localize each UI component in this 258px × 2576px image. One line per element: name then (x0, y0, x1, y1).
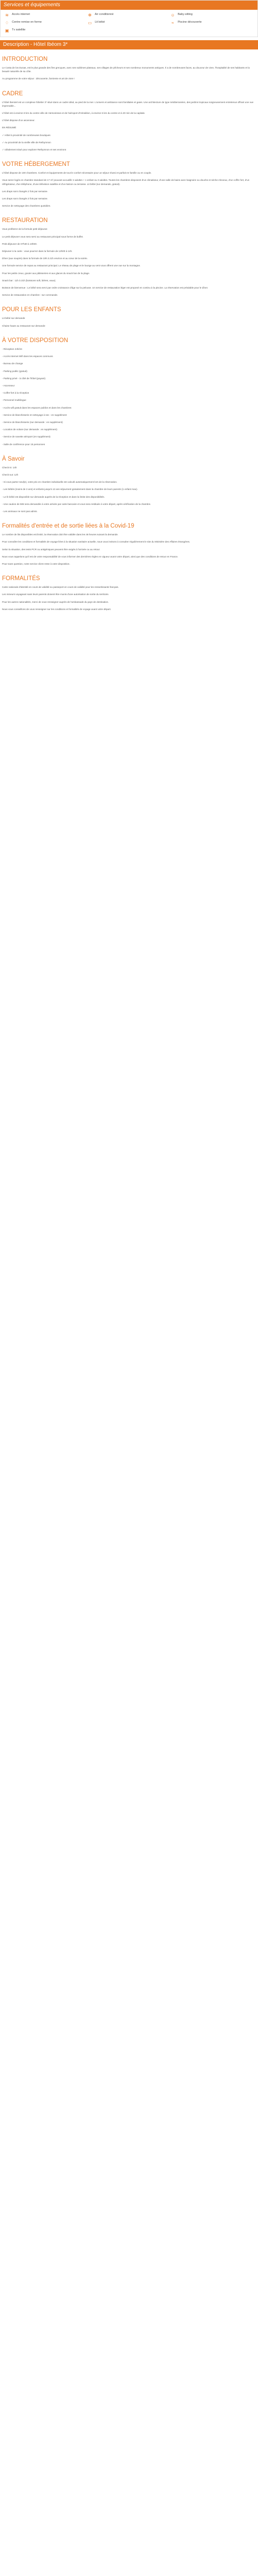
list-item: ✓ Idéalement situé pour explorer Rethymnon et ses environs (2, 148, 67, 151)
paragraph: - Parking public (gratuit) (2, 369, 27, 372)
paragraph: Chaise haute au restaurant sur demande (2, 324, 45, 327)
service-label: Lit bébé (94, 21, 105, 24)
section-title: FORMALITÉS (2, 575, 40, 582)
section-title: RESTAURATION (2, 217, 48, 224)
paragraph: Check-in: 14h (2, 466, 17, 469)
paragraph: - Si vous partez seul(e), votre prix en chambre individuelle est calculé automatiquement lors de la réservation. (2, 481, 118, 484)
paragraph: Vous serez logés en chambre standard de 17 m² pouvant accueillir 2 adultes + 1 enfant ou 3 adultes. Toutes les chambres disposent d'un climatiseur, d'une salle de bains avec baignoire ou douche et sèche-cheveux, d'un coffre fort, d'un réfrigérateur, d'un téléphone, d'une télévision satellite et d'un balcon ou terrasse. Lit bébé (sur demande, gratuit). (2, 179, 250, 185)
paragraph: Au programme de votre séjour : découverte, farniente et art de vivre ! (2, 77, 75, 80)
paragraph: Dîner (aux soupirs) dans la formule de 19h à 21h environ et au cœur de la soirée. (2, 257, 88, 260)
paragraph: Nous vous conseillons de vous renseigner sur les conditions et formalités de voyage avant votre départ. (2, 607, 111, 611)
paragraph: EN RÉSUMÉ (2, 126, 17, 129)
pool-icon: ≈ (171, 20, 174, 25)
dumbbell-icon: ♢ (5, 20, 9, 25)
paragraph: Carte nationale d'identité en cours de validité ou passeport en cours de validité pour les ressortissants français. (2, 586, 119, 589)
paragraph: L'hôtel dispose d'un ascenseur. (2, 119, 35, 122)
paragraph: Les draps sont changés 3 fois par semaine. (2, 197, 48, 200)
service-label: Baby-sitting (178, 13, 193, 16)
paragraph: Pour connaître les conditions et formalités de voyage liées à la situation sanitaire actuelle, nous vous invitons à consulter régulièrement le site du Ministère des Affaires étrangères. (2, 540, 190, 544)
section-title: POUR LES ENFANTS (2, 307, 61, 313)
paragraph: - Accès wifi gratuit dans les espaces publics et dans les chambres (2, 406, 72, 409)
paragraph: - Location de voiture (sur demande : en supplément) (2, 428, 57, 431)
baby-icon: ☺ (170, 12, 175, 18)
service-item (5, 27, 88, 33)
service-item (5, 20, 88, 26)
paragraph: - Service de navette aéroport (en supplément) (2, 435, 51, 438)
page (0, 0, 258, 611)
paragraph: - Personnel multilingue (2, 399, 26, 402)
paragraph: L'hôtel est à environ 8 km du centre ville de Hersonissos et de l'aéroport d'Héraklion, à environ 5 km du centre et à 20 min de la capitale. (2, 112, 146, 115)
paragraph: Boisson de bienvenue : Le bébé sera servi par ordre croissance d'âge sur la pelouse. Un service de restauration léger est proposé en continu à la piscine. La réservation est préalable pour le dîner. (2, 286, 208, 290)
service-item (88, 20, 171, 26)
section-title: À VOTRE DISPOSITION (2, 337, 68, 344)
paragraph: - Service de blanchisserie et nettoyage à sec : en supplément (2, 413, 67, 416)
service-label: Air conditionné (94, 13, 114, 16)
paragraph: Selon la situation, des tests PCR ou antigéniques peuvent être exigés à l'arrivée ou au retour. (2, 548, 101, 551)
services-title: Services et équipements (1, 1, 257, 10)
section-title: VOTRE HÉBERGEMENT (2, 161, 70, 168)
paragraph: L'hôtel Iberotel est un complexe hôtelier 3* situé dans un cadre idéal, au pied de la mer. L'univers et ambiance sont familiales et gaies. Une architecture de type méditerranéen, des jardins tropicaux soigneusement entretenus offrant une vue imprenable... (2, 100, 254, 107)
tv-icon: ▣ (5, 28, 9, 33)
paragraph: Check-out: 12h (2, 473, 19, 476)
paragraph: Pour les petits creux, gouter aux pâtisseries et aux glaces du snack bar de la plage. (2, 272, 90, 275)
paragraph: Les mineurs voyageant sans leurs parents doivent être munis d'une autorisation de sortie du territoire. (2, 593, 109, 596)
service-item (5, 12, 88, 18)
description-title: Description - Hôtel Ibéom 3* (0, 40, 258, 49)
paragraph: Nous vous rappelons qu'il est de votre responsabilité de vous informer des dernières règles en vigueur avant votre départ, ainsi que des conditions de retour en France. (2, 555, 179, 558)
list-item: ✓ Hôtel à proximité de nombreuses boutiques (2, 133, 51, 137)
section-title: Formalités d'entrée et de sortie liées à la Covid-19 (2, 523, 134, 530)
section-title: À Savoir (2, 455, 25, 462)
paragraph: Le nombre de lits disponibles est limité, la réservation doit être validée dans les 48 heures suivant la demande. (2, 533, 119, 536)
service-item (170, 20, 253, 26)
paragraph: Snack bar : 11h à 21h (boissons soft, bières, eaux). (2, 279, 56, 282)
paragraph: - Ascenseur (2, 384, 15, 387)
paragraph: Petit déjeuner de 07h30 à 10h00. (2, 242, 37, 245)
paragraph: Pour toute question, notre service client reste à votre disposition. (2, 562, 70, 565)
services-grid (1, 10, 257, 37)
paragraph: Service de restauration en chambre : sur commande. (2, 294, 58, 297)
paragraph: - Service de blanchisserie (sur demande : en supplément) (2, 420, 63, 423)
crib-icon: ▭ (88, 20, 92, 25)
paragraph: Les draps sont changés 2 fois par semaine. (2, 190, 48, 193)
list-item: ✓ Au proximité de la vieille ville de Rethymnon (2, 141, 51, 144)
service-label: Centre remise en forme (12, 21, 42, 24)
paragraph: - Le lit bébé est disponible sur demande auprès de la réception et dans la limite des disponibilités. (2, 495, 105, 498)
paragraph: Service de nettoyage des chambres quotidien. (2, 205, 51, 208)
paragraph: Le Costa de los Dunas, est le plus grande des îles grecques, avec ses sublimes plateaux, ses villages de pêcheurs et ses nombreux monuments antiques. Il a de nombreuses faces, au douceur de vivre, l'hospitalité de ses habitants et la beauté naturelle de sa côte. (2, 66, 250, 73)
service-item (88, 12, 171, 18)
paragraph: - Salle de conférence pour 15 personnes (2, 443, 45, 446)
paragraph: - Réception 24h/24 (2, 347, 22, 350)
paragraph: Le petit déjeuner vous sera servi au restaurant principal sous forme de buffet. (2, 235, 84, 238)
paragraph: Lit bébé sur demande (2, 317, 25, 320)
paragraph: - Une caution de 50€ sera demandée à votre arrivée par carte bancaire et vous sera restituée à votre départ, après vérification de la chambre. (2, 502, 151, 505)
snowflake-icon: ✻ (88, 12, 92, 18)
paragraph: - Accès internet Wifi dans les espaces communs (2, 355, 53, 358)
paragraph: Une formule service de repas au restaurant principal. Le réseau de plage et le lounge au vent vous offrent une vue sur la montagne. (2, 264, 141, 267)
paragraph: Vous profiterez de la formule petit déjeuner. (2, 228, 48, 231)
paragraph: - Les animaux ne sont pas admis. (2, 510, 38, 513)
paragraph: Déjeuner à la carte : vous pourrez dans la formule de 12h00 à 14h. (2, 250, 73, 253)
paragraph: - Coffre-fort à la réception (2, 392, 29, 395)
paragraph: L'hôtel dispose de 100 chambres. Confort et équipements de tout le confort nécessaire pour un séjour réussi et parfait en famille ou en couple. (2, 172, 152, 175)
paragraph: - Parking privé - à côté de l'hôtel (payant) (2, 377, 45, 380)
section-title: CADRE (2, 90, 23, 97)
service-label: Piscine découverte (178, 21, 202, 24)
service-item (170, 12, 253, 18)
service-label: Accès internet (12, 13, 30, 16)
section-title: INTRODUCTION (2, 56, 48, 62)
service-label: Tv satellite (12, 28, 26, 32)
paragraph: Pour les autres nationalités, merci de vous renseigner auprès de l'ambassade du pays de destination. (2, 600, 109, 603)
paragraph: - Les bébés (moins de 2 ans) et enfants jusqu'à 12 ans séjournent gratuitement dans la chambre de leurs parents (1 enfant max). (2, 488, 138, 491)
wifi-icon: ≋ (5, 12, 9, 18)
services-panel (0, 0, 258, 37)
description-content (0, 49, 258, 611)
paragraph: - Bureau de change (2, 362, 23, 365)
